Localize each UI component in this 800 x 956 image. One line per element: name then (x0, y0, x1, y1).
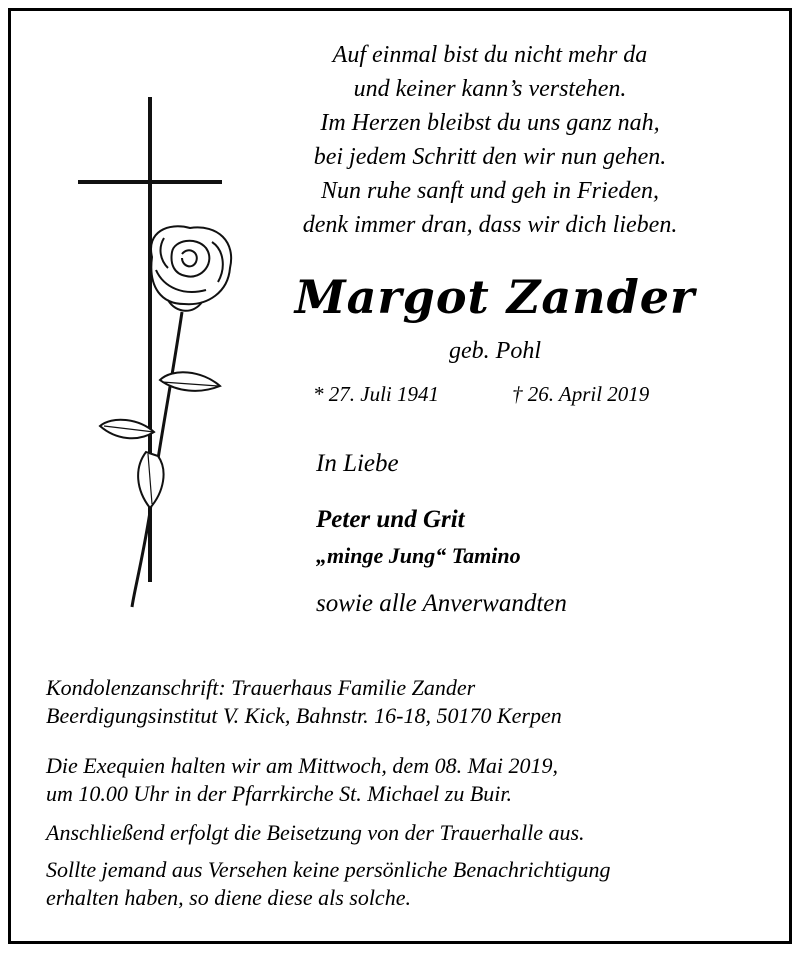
poem-line: bei jedem Schritt den wir nun gehen. (313, 144, 667, 170)
info-line: Kondolenzanschrift: Trauerhaus Familie Zander (46, 675, 476, 700)
poem-line: Nun ruhe sanft und geh in Frieden, (321, 178, 659, 204)
mourners-line: Peter und Grit (316, 506, 465, 533)
maiden-name: geb. Pohl (449, 338, 541, 364)
info-line: Sollte jemand aus Versehen keine persönliche Benachrichtigung (46, 857, 611, 882)
death-date: † 26. April 2019 (512, 382, 650, 406)
mourners-line: sowie alle Anverwandten (316, 590, 567, 617)
info-line: Die Exequien halten wir am Mittwoch, dem 08. Mai 2019, (46, 753, 559, 778)
poem-line: denk immer dran, dass wir dich lieben. (302, 212, 678, 238)
cross-with-rose-icon (72, 92, 252, 622)
info-line: Anschließend erfolgt die Beisetzung von der Trauerhalle aus. (46, 820, 585, 845)
poem-line: Im Herzen bleibst du uns ganz nah, (320, 110, 660, 136)
info-line: Beerdigungsinstitut V. Kick, Bahnstr. 16-18, 50170 Kerpen (46, 703, 562, 728)
poem-line: und keiner kann’s verstehen. (353, 76, 627, 102)
info-line: erhalten haben, so diene diese als solche. (46, 885, 411, 910)
poem-line: Auf einmal bist du nicht mehr da (332, 42, 648, 68)
birth-date: * 27. Juli 1941 (313, 382, 439, 406)
mourners-intro: In Liebe (316, 450, 399, 477)
info-line: um 10.00 Uhr in der Pfarrkirche St. Michael zu Buir. (46, 781, 513, 806)
deceased-name: Margot Zander (294, 270, 696, 324)
poem (250, 38, 730, 242)
mourners-line: „minge Jung“ Tamino (316, 543, 521, 568)
